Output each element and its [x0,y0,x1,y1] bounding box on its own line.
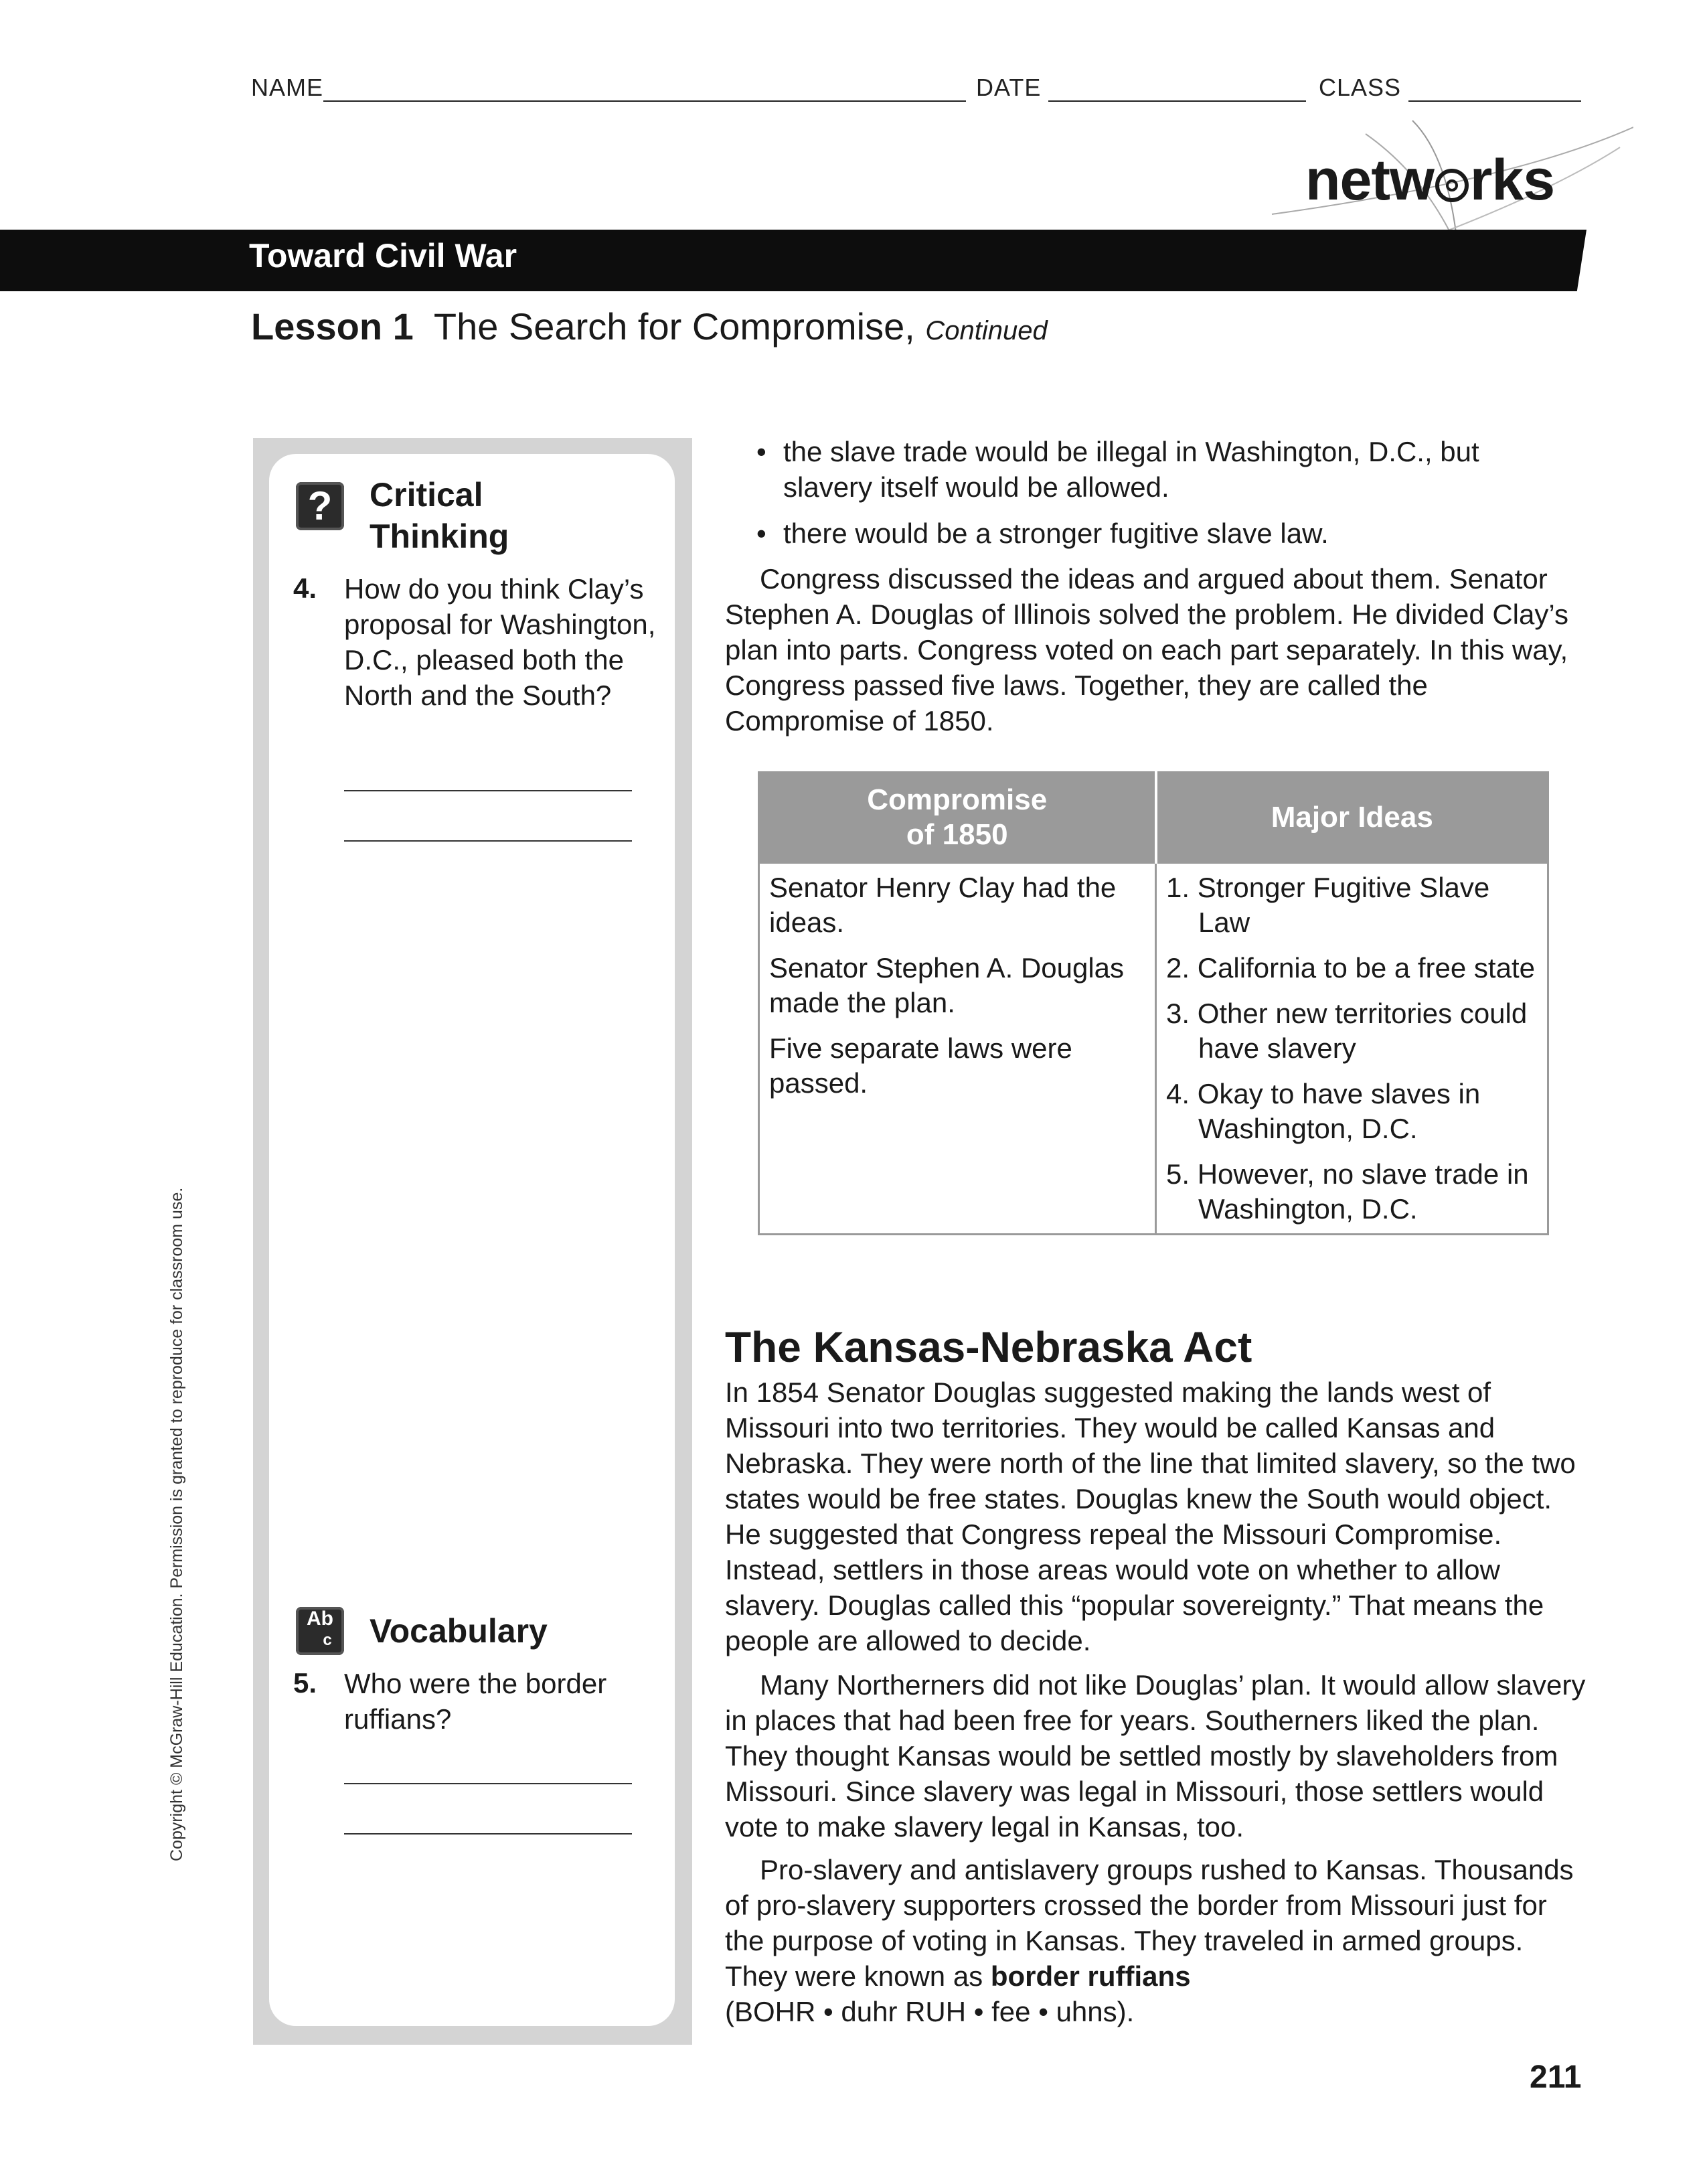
class-field-label: CLASS [1319,74,1581,102]
critical-thinking-heading: Critical Thinking [370,476,509,555]
date-field-label: DATE [976,74,1306,102]
date-blank[interactable] [1048,80,1306,102]
question-5-text: Who were the border ruffians? [344,1668,607,1735]
copyright-notice: Copyright © McGraw-Hill Education. Permission is granted to reproduce for classroom use. [167,1187,186,1861]
compromise-table [758,771,1549,1235]
lesson-heading: Lesson 1 The Search for Compromise, Continued [251,305,1048,347]
bullet-dot: • [756,436,766,467]
pronunciation: (BOHR • duhr RUH • fee • uhns). [725,1996,1135,2027]
table-header-compromise: Compromise of 1850 [759,773,1156,863]
table-cell-right [1156,863,1548,1235]
vocabulary-heading: Vocabulary [370,1612,548,1650]
paragraph-compromise: Congress discussed the ideas and argued about them. Senator Stephen A. Douglas of Illinois solved the problem. He divided Clay’s plan into parts. Congress voted on each part separately. In this way, Congress passed five laws. Together, they are called the Compromise of 1850. [725,563,1568,736]
table-header-major-ideas: Major Ideas [1156,773,1548,863]
abc-icon: Ab c [296,1607,344,1655]
table-item: Five separate laws were passed. [769,1032,1072,1099]
table-item: 2. California to be a free state [1166,952,1535,984]
table-item: 5. However, no slave trade in Washington, D.C. [1166,1158,1529,1225]
answer-5-line-1[interactable] [344,1783,632,1784]
question-4-number: 4. [293,572,317,604]
section-heading: The Kansas-Nebraska Act [725,1323,1252,1371]
paragraph-northerners: Many Northerners did not like Douglas’ plan. It would allow slavery in places that had been free for years. Southerners liked the plan. They thought Kansas would be settled mostly by slaveholders from Missouri. Since slavery was legal in Missouri, those settlers would vote to make slavery legal in Kansas, too. [725,1669,1586,1843]
question-5-number: 5. [293,1667,317,1699]
bullet-item: • there would be a stronger fugitive slave law. [756,516,1580,552]
table-item: Senator Henry Clay had the ideas. [769,872,1117,938]
class-blank[interactable] [1408,80,1581,102]
bullet-dot: • [756,518,766,549]
paragraph-border-ruffians: Pro-slavery and antislavery groups rushed to Kansas. Thousands of pro-slavery supporters crossed the border from Missouri just for the purpose of voting in Kansas. They traveled in armed groups. They were known as border ruffians (BOHR • duhr RUH • fee • uhns). [725,1854,1574,2027]
chapter-title: Toward Civil War [249,237,517,275]
networks-logo: netw rks [1305,148,1555,212]
table-item: 3. Other new territories could have slavery [1166,998,1528,1064]
bullet-item: • the slave trade would be illegal in Washington, D.C., but slavery itself would be allowed. [756,434,1580,508]
answer-4-line-1[interactable] [344,790,632,791]
name-blank[interactable] [323,80,966,102]
logo-target-icon [1435,169,1469,202]
table-item: 1. Stronger Fugitive Slave Law [1166,872,1490,938]
chapter-banner [0,230,1587,291]
answer-4-line-2[interactable] [344,840,632,842]
vocab-term: border ruffians [990,1960,1191,1992]
table-cell-left [759,863,1156,1235]
table-item: 4. Okay to have slaves in Washington, D.C. [1166,1078,1481,1144]
name-field-label: NAME [251,74,966,102]
question-4-text: How do you think Clay’s proposal for Washington, D.C., pleased both the North and the South? [344,573,656,711]
page-number: 211 [1530,2059,1582,2095]
paragraph-kansas-intro: In 1854 Senator Douglas suggested making the lands west of Missouri into two territories. They would be called Kansas and Nebraska. They were north of the line that limited slavery, so the two states would be free states. Douglas knew the South would object. He suggested that Congress repeal the Missouri Compromise. Instead, settlers in those areas would vote on whether to allow slavery. Douglas called this “popular sovereignty.” That means the people are allowed to decide. [725,1377,1576,1656]
table-item: Senator Stephen A. Douglas made the plan. [769,952,1125,1018]
answer-5-line-2[interactable] [344,1833,632,1835]
question-mark-icon: ? [296,482,344,530]
